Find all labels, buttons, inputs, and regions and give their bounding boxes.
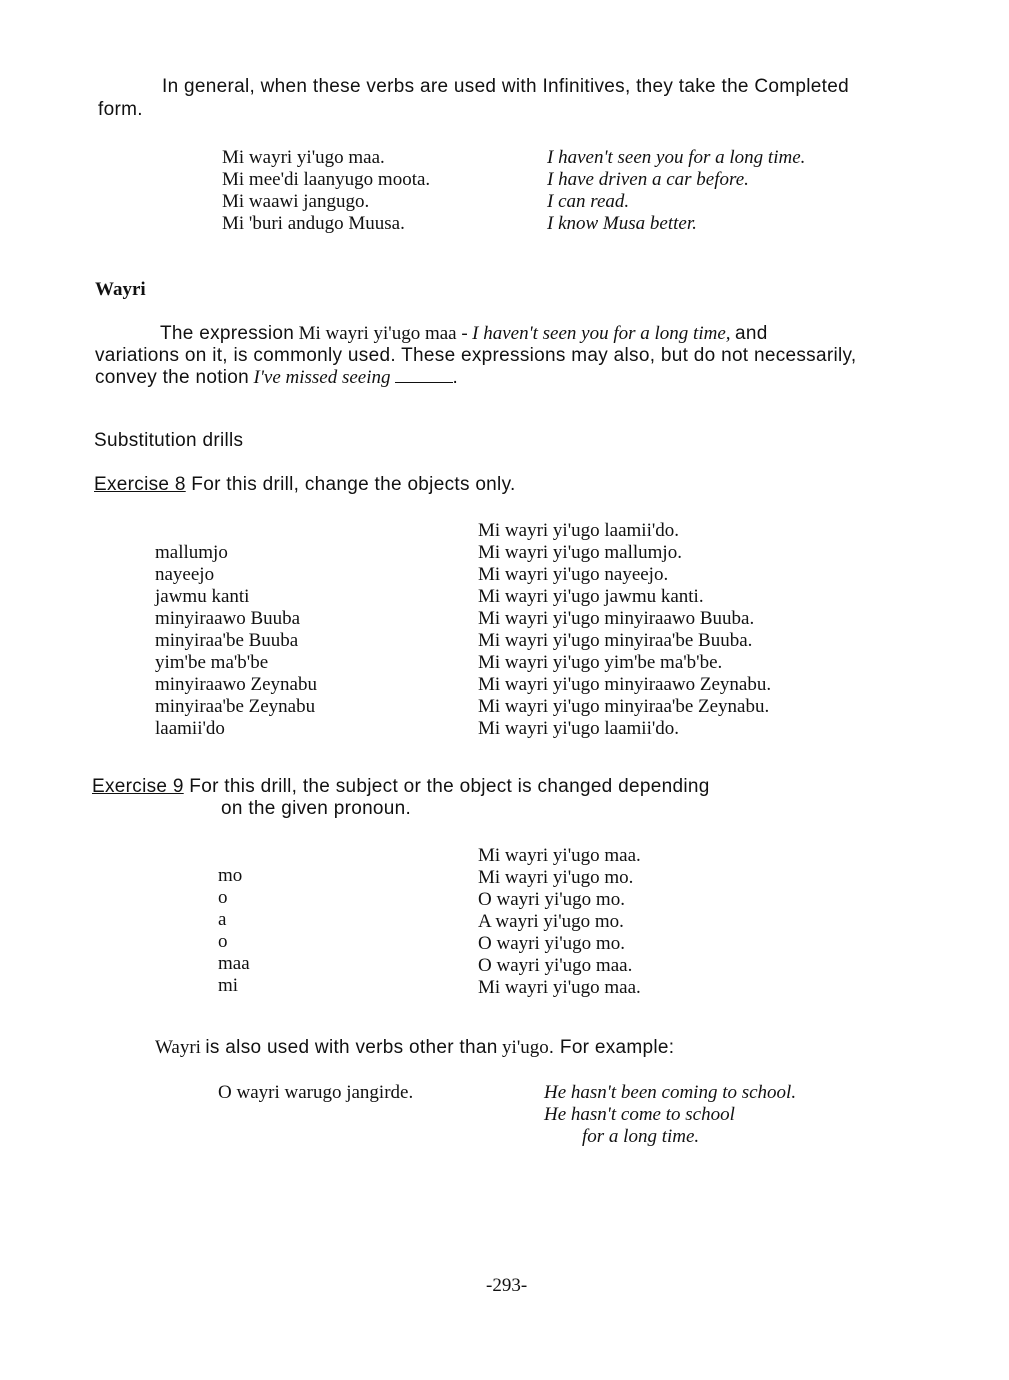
example-fulfulde: Mi waawi jangugo. — [222, 191, 370, 212]
exercise-instruction: For this drill, the subject or the object is changed depending — [189, 776, 710, 797]
cue: laamii'do — [155, 718, 225, 739]
response: Mi wayri yi'ugo maa. — [478, 845, 641, 866]
exercise-9-responses — [478, 845, 641, 999]
translation-line: for a long time. — [582, 1126, 700, 1147]
example-english: I haven't seen you for a long time. — [547, 147, 806, 168]
cue: o — [218, 931, 228, 952]
cue: mo — [218, 865, 243, 886]
examples-fulfulde-column — [222, 147, 430, 235]
example-english: I can read. — [547, 191, 630, 212]
response: Mi wayri yi'ugo maa. — [478, 977, 641, 998]
response: Mi wayri yi'ugo minyiraawo Buuba. — [478, 608, 755, 629]
response: O wayri yi'ugo mo. — [478, 933, 625, 954]
cue: jawmu kanti — [155, 586, 250, 607]
term: yi'ugo — [502, 1037, 549, 1058]
example-fulfulde: Mi wayri yi'ugo maa. — [222, 147, 385, 168]
cue: nayeejo — [155, 564, 215, 585]
response: Mi wayri yi'ugo yim'be ma'b'be. — [478, 652, 723, 673]
subst-heading: Substitution drills — [94, 430, 244, 451]
response: Mi wayri yi'ugo mo. — [478, 867, 634, 888]
exercise-9-instruction-2: on the given pronoun. — [221, 798, 412, 819]
cue: mi — [218, 975, 239, 996]
example-english: I have driven a car before. — [547, 169, 749, 190]
translation-line: He hasn't been coming to school. — [544, 1082, 797, 1103]
example-fulfulde: Mi 'buri andugo Muusa. — [222, 213, 405, 234]
exercise-label: Exercise 9 — [92, 776, 184, 797]
response: Mi wayri yi'ugo laamii'do. — [478, 520, 680, 541]
intro-line-2: form. — [98, 99, 143, 120]
response: Mi wayri yi'ugo minyiraawo Zeynabu. — [478, 674, 772, 695]
response: A wayri yi'ugo mo. — [478, 911, 624, 932]
exercise-label: Exercise 8 — [94, 474, 186, 495]
cue: o — [218, 887, 228, 908]
exercise-9-header — [92, 776, 710, 798]
page-number: -293- — [486, 1275, 528, 1296]
response: Mi wayri yi'ugo nayeejo. — [478, 564, 669, 585]
response: Mi wayri yi'ugo laamii'do. — [478, 718, 680, 739]
cue: minyiraawo Zeynabu — [155, 674, 317, 695]
text: is also used with verbs other than — [205, 1037, 498, 1058]
fill-in-blank — [395, 368, 453, 383]
text: The expression — [160, 323, 295, 344]
exercise-8-cues — [155, 542, 317, 740]
also-used-line — [155, 1037, 674, 1059]
cue: minyiraa'be Buuba — [155, 630, 299, 651]
response: Mi wayri yi'ugo jawmu kanti. — [478, 586, 704, 607]
exercise-instruction: For this drill, change the objects only. — [191, 474, 516, 495]
cue: maa — [218, 953, 250, 974]
final-example-english — [544, 1082, 796, 1148]
example-translation: I haven't seen you for a long time, — [472, 323, 731, 344]
wayri-para-line-1 — [160, 323, 768, 345]
cue: mallumjo — [155, 542, 228, 563]
wayri-para-line-2: variations on it, is commonly used. These expressions may also, but do not necessarily, — [95, 345, 857, 366]
cue: minyiraawo Buuba — [155, 608, 301, 629]
cue: minyiraa'be Zeynabu — [155, 696, 316, 717]
exercise-8-header — [94, 474, 516, 496]
cue: a — [218, 909, 227, 930]
response: Mi wayri yi'ugo minyiraa'be Zeynabu. — [478, 696, 770, 717]
section-heading: Wayri — [95, 279, 146, 300]
example-english: I know Musa better. — [547, 213, 697, 234]
example-phrase: Mi wayri yi'ugo maa - — [298, 323, 468, 344]
text: . — [452, 367, 459, 388]
response: Mi wayri yi'ugo mallumjo. — [478, 542, 682, 563]
wayri-para-line-3 — [95, 367, 458, 389]
example-translation: I've missed seeing — [253, 367, 391, 388]
response: O wayri yi'ugo maa. — [478, 955, 633, 976]
text: convey the notion — [95, 367, 250, 388]
text: and — [734, 323, 768, 344]
final-example-fulfulde: O wayri warugo jangirde. — [218, 1082, 414, 1103]
exercise-8-responses — [478, 520, 771, 740]
response: O wayri yi'ugo mo. — [478, 889, 625, 910]
example-fulfulde: Mi mee'di laanyugo moota. — [222, 169, 431, 190]
examples-english-column — [547, 147, 805, 235]
response: Mi wayri yi'ugo minyiraa'be Buuba. — [478, 630, 753, 651]
text: . For example: — [548, 1037, 675, 1058]
translation-line: He hasn't come to school — [544, 1104, 735, 1125]
intro-line-1: In general, when these verbs are used with Infinitives, they take the Completed — [162, 76, 849, 97]
term: Wayri — [155, 1037, 201, 1058]
exercise-9-cues — [218, 865, 250, 997]
cue: yim'be ma'b'be — [155, 652, 269, 673]
